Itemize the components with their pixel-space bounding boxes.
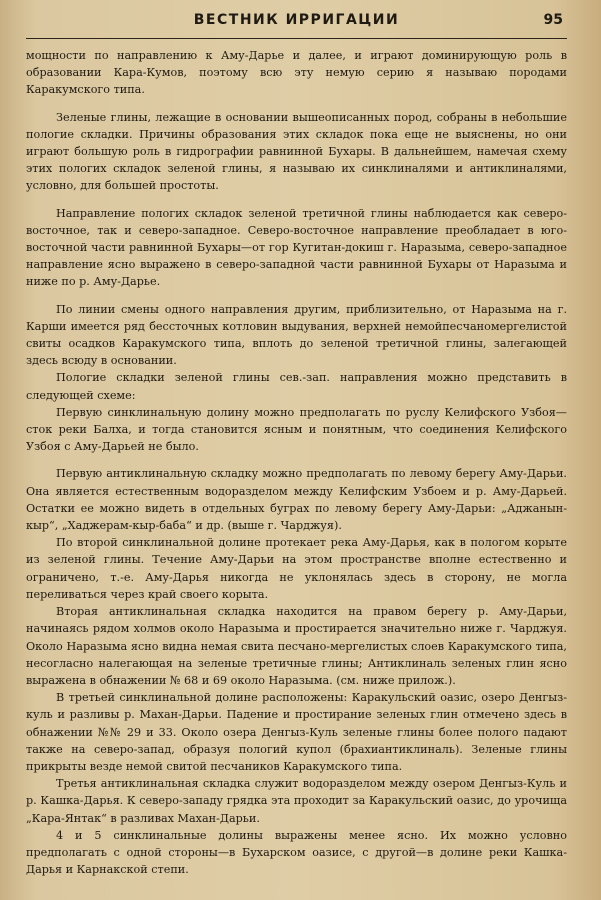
paragraph-11: Третья антиклинальная складка служит водоразделом между озером Денгыз-Куль и р. Кашка-Дарья. К северо-западу грядка эта проходит за Каракульский оазис, до урочища „Кара-Янтак“ в разливах Махан-Дарьи. (26, 777, 567, 825)
paragraph-6: Первую синклинальную долину можно предполагать по руслу Келифского Узбоя—сток реки Балха, и тогда становится ясным и понятным, что соединения Келифского Узбоя с Аму-Дарьей не было. (26, 405, 567, 454)
paragraph-10: В третьей синклинальной долине расположены: Каракульский оазис, озеро Денгыз-куль и разливы р. Махан-Дарьи. Падение и простирание зеленых глин отмечено здесь в обнажении №№ 29 и 33. Около озера Денгыз-Куль зеленые глины более полого падают также на северо-запад, образуя пологий купол (брахиантиклиналь). Зеленые глины прикрыты везде немой свитой песчаников Каракумского типа. (26, 691, 567, 773)
paragraph-7: Первую антиклинальную складку можно предполагать по левому берегу Аму-Дарьи. Она является естественным водоразделом между Келифским Узбоем и р. Аму-Дарьей. Остатки ее можно видеть в отдельных буграх по левому берегу Аму-Дарьи: „Аджанын-кыр“, „Хаджерам-кыр-баба“ и др. (выше г. Чарджуя). (26, 467, 567, 533)
paragraph-9: Вторая антиклинальная складка находится на правом берегу р. Аму-Дарьи, начинаясь рядом холмов около Наразыма и простирается значительно ниже г. Чарджуя. Около Наразыма ясно видна немая свита песчано-мергелистых слоев Каракумского типа, несогласно налегающая на зеленые третичные глины; Антиклиналь зеленых глин ясно выражена в обнажении № 68 и 69 около Наразыма. (см. ниже прилож.). (26, 605, 567, 687)
paragraph-1: мощности по направлению к Аму-Дарье и далее, и играют доминирующую роль в образовании Кара-Кумов, поэтому всю эту немую серию я называю породами Каракумского типа. (26, 49, 567, 97)
article-body (26, 47, 567, 878)
paragraph-5: Пологие складки зеленой глины сев.-зап. направления можно представить в следующей схеме: (26, 371, 567, 402)
running-title: ВЕСТНИК ИРРИГАЦИИ (193, 12, 400, 28)
paragraph-3: Направление пологих складок зеленой третичной глины наблюдается как северо-восточное, так и северо-западное. Северо-восточное направление преобладает в юго-восточной части равнинной Бухары—от гор Кугитан-докиш г. Наразыма, северо-западное направление ясно выражено в северо-западной части равнинной Бухары от Наразыма и ниже по р. Аму-Дарье. (26, 206, 567, 289)
paragraph-2: Зеленые глины, лежащие в основании вышеописанных пород, собраны в небольшие пологие складки. Причины образования этих складок пока еще не выяснены, но они играют большую роль в гидрографии равнинной Бухары. В дальнейшем, намечая схему этих пологих складок зеленой глины, я называю их синклиналями и антиклиналями, условно, для большей простоты. (26, 110, 567, 193)
paragraph-12: 4 и 5 синклинальные долины выражены менее ясно. Их можно условно предполагать с одной стороны—в Бухарском оазисе, с другой—в долине реки Кашка-Дарья и Карнакской степи. (26, 828, 567, 877)
paragraph-4: По линии смены одного направления другим, приблизительно, от Наразыма на г. Карши имеется ряд бессточных котловин выдувания, верхней немойпесчаномергелистой свиты осадков Каракумского типа, вплоть до зеленой третичной глины, залегающей здесь всюду в основании. (26, 302, 567, 368)
paragraph-8: По второй синклинальной долине протекает река Аму-Дарья, как в пологом корыте из зеленой глины. Течение Аму-Дарьи на этом пространстве вполне естественно и ограничено, т.-е. Аму-Дарья никогда не уклонялась здесь в сторону, не могла переливаться через край своего корыта. (26, 536, 567, 601)
page-header (26, 8, 567, 39)
page-number: 95 (543, 12, 563, 28)
